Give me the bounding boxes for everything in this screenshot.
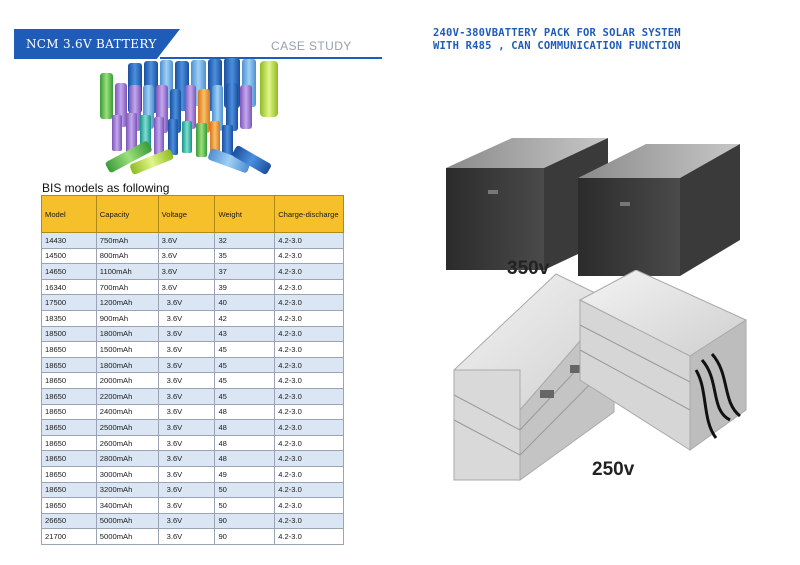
table-row bbox=[42, 435, 344, 451]
cell-weight: 50 bbox=[215, 482, 275, 498]
table-row bbox=[42, 498, 344, 514]
cell-voltage: 3.6V bbox=[158, 420, 215, 436]
bis-models-table bbox=[41, 195, 344, 545]
cell-weight: 42 bbox=[215, 310, 275, 326]
cell-weight: 45 bbox=[215, 357, 275, 373]
cell-voltage: 3.6V bbox=[158, 451, 215, 467]
cell-model: 18650 bbox=[42, 482, 97, 498]
cell-weight: 50 bbox=[215, 498, 275, 514]
ribbon-label: NCM 3.6V BATTERY bbox=[26, 37, 157, 51]
cell-model: 18650 bbox=[42, 420, 97, 436]
cell-weight: 37 bbox=[215, 264, 275, 280]
cell-model: 18650 bbox=[42, 404, 97, 420]
cell-charge-discharge: 4.2-3.0 bbox=[275, 373, 344, 389]
cell-weight: 48 bbox=[215, 451, 275, 467]
cell-charge-discharge: 4.2-3.0 bbox=[275, 529, 344, 545]
cell-weight: 48 bbox=[215, 435, 275, 451]
cell-capacity: 1500mAh bbox=[96, 342, 158, 358]
cell-model: 18500 bbox=[42, 326, 97, 342]
header-charge-discharge: Charge-discharge bbox=[275, 196, 344, 233]
header-weight: Weight bbox=[215, 196, 275, 233]
cell-voltage: 3.6V bbox=[158, 373, 215, 389]
cell-charge-discharge: 4.2-3.0 bbox=[275, 388, 344, 404]
cell-model: 18650 bbox=[42, 498, 97, 514]
table-row bbox=[42, 451, 344, 467]
cell-weight: 90 bbox=[215, 513, 275, 529]
cell-voltage: 3.6V bbox=[158, 279, 215, 295]
cell-voltage: 3.6V bbox=[158, 466, 215, 482]
table-row bbox=[42, 404, 344, 420]
cell-voltage: 3.6V bbox=[158, 326, 215, 342]
cell-voltage: 3.6V bbox=[158, 357, 215, 373]
title-line-2: WITH R485 , CAN COMMUNICATION FUNCTION bbox=[433, 40, 681, 52]
cell-voltage: 3.6V bbox=[158, 233, 215, 249]
table-row bbox=[42, 529, 344, 545]
table-row bbox=[42, 373, 344, 389]
cell-capacity: 1800mAh bbox=[96, 326, 158, 342]
cell-capacity: 700mAh bbox=[96, 279, 158, 295]
cell-capacity: 2500mAh bbox=[96, 420, 158, 436]
label-350v: 350v bbox=[507, 258, 550, 279]
cell-charge-discharge: 4.2-3.0 bbox=[275, 404, 344, 420]
cell-capacity: 900mAh bbox=[96, 310, 158, 326]
cell-capacity: 2000mAh bbox=[96, 373, 158, 389]
cell-capacity: 1100mAh bbox=[96, 264, 158, 280]
cell-charge-discharge: 4.2-3.0 bbox=[275, 451, 344, 467]
header-voltage: Voltage bbox=[158, 196, 215, 233]
cell-model: 14430 bbox=[42, 233, 97, 249]
cell-voltage: 3.6V bbox=[158, 529, 215, 545]
cell-capacity: 1800mAh bbox=[96, 357, 158, 373]
cell-charge-discharge: 4.2-3.0 bbox=[275, 248, 344, 264]
cell-model: 18650 bbox=[42, 435, 97, 451]
cell-voltage: 3.6V bbox=[158, 513, 215, 529]
cell-model: 18650 bbox=[42, 342, 97, 358]
bis-models-title: BIS models as following bbox=[42, 181, 170, 195]
solar-pack-title bbox=[433, 27, 753, 53]
cell-weight: 45 bbox=[215, 388, 275, 404]
table-row bbox=[42, 420, 344, 436]
table-header-row bbox=[42, 196, 344, 233]
cell-model: 18650 bbox=[42, 388, 97, 404]
cell-charge-discharge: 4.2-3.0 bbox=[275, 310, 344, 326]
table-row bbox=[42, 295, 344, 311]
cell-capacity: 3000mAh bbox=[96, 466, 158, 482]
cell-voltage: 3.6V bbox=[158, 404, 215, 420]
cell-charge-discharge: 4.2-3.0 bbox=[275, 342, 344, 358]
label-250v: 250v bbox=[592, 459, 635, 480]
cell-model: 26650 bbox=[42, 513, 97, 529]
cell-capacity: 750mAh bbox=[96, 233, 158, 249]
cell-voltage: 3.6V bbox=[158, 388, 215, 404]
cell-voltage: 3.6V bbox=[158, 264, 215, 280]
table-row bbox=[42, 388, 344, 404]
cell-weight: 48 bbox=[215, 404, 275, 420]
cell-model: 17500 bbox=[42, 295, 97, 311]
cell-weight: 43 bbox=[215, 326, 275, 342]
cell-voltage: 3.6V bbox=[158, 248, 215, 264]
cell-charge-discharge: 4.2-3.0 bbox=[275, 295, 344, 311]
cell-weight: 32 bbox=[215, 233, 275, 249]
cell-charge-discharge: 4.2-3.0 bbox=[275, 466, 344, 482]
cell-voltage: 3.6V bbox=[158, 310, 215, 326]
cell-charge-discharge: 4.2-3.0 bbox=[275, 513, 344, 529]
cell-weight: 45 bbox=[215, 342, 275, 358]
cell-charge-discharge: 4.2-3.0 bbox=[275, 498, 344, 514]
case-study-label: CASE STUDY bbox=[271, 39, 352, 53]
cell-weight: 39 bbox=[215, 279, 275, 295]
cell-charge-discharge: 4.2-3.0 bbox=[275, 233, 344, 249]
cell-charge-discharge: 4.2-3.0 bbox=[275, 435, 344, 451]
cell-model: 18650 bbox=[42, 373, 97, 389]
cell-charge-discharge: 4.2-3.0 bbox=[275, 326, 344, 342]
cell-capacity: 2800mAh bbox=[96, 451, 158, 467]
cell-charge-discharge: 4.2-3.0 bbox=[275, 482, 344, 498]
table-row bbox=[42, 466, 344, 482]
cell-weight: 45 bbox=[215, 373, 275, 389]
cell-model: 18650 bbox=[42, 466, 97, 482]
table-row bbox=[42, 326, 344, 342]
table-row bbox=[42, 248, 344, 264]
cell-weight: 48 bbox=[215, 420, 275, 436]
battery-cells-image bbox=[90, 55, 290, 180]
cell-model: 21700 bbox=[42, 529, 97, 545]
table-row bbox=[42, 357, 344, 373]
cell-model: 18650 bbox=[42, 451, 97, 467]
cell-capacity: 3200mAh bbox=[96, 482, 158, 498]
cell-charge-discharge: 4.2-3.0 bbox=[275, 357, 344, 373]
table-row bbox=[42, 279, 344, 295]
cell-weight: 90 bbox=[215, 529, 275, 545]
table-row bbox=[42, 264, 344, 280]
cell-weight: 49 bbox=[215, 466, 275, 482]
cell-charge-discharge: 4.2-3.0 bbox=[275, 420, 344, 436]
cell-capacity: 2400mAh bbox=[96, 404, 158, 420]
header-model: Model bbox=[42, 196, 97, 233]
cell-capacity: 1200mAh bbox=[96, 295, 158, 311]
cell-voltage: 3.6V bbox=[158, 342, 215, 358]
table-row bbox=[42, 342, 344, 358]
cell-model: 16340 bbox=[42, 279, 97, 295]
table-row bbox=[42, 513, 344, 529]
battery-boxes-350v-image bbox=[440, 130, 740, 280]
cell-capacity: 3400mAh bbox=[96, 498, 158, 514]
cell-voltage: 3.6V bbox=[158, 482, 215, 498]
cell-charge-discharge: 4.2-3.0 bbox=[275, 264, 344, 280]
cell-weight: 35 bbox=[215, 248, 275, 264]
cell-model: 14650 bbox=[42, 264, 97, 280]
header-capacity: Capacity bbox=[96, 196, 158, 233]
cell-charge-discharge: 4.2-3.0 bbox=[275, 279, 344, 295]
cell-voltage: 3.6V bbox=[158, 435, 215, 451]
cell-capacity: 2200mAh bbox=[96, 388, 158, 404]
table-row bbox=[42, 233, 344, 249]
cell-capacity: 2600mAh bbox=[96, 435, 158, 451]
cell-capacity: 800mAh bbox=[96, 248, 158, 264]
cell-voltage: 3.6V bbox=[158, 295, 215, 311]
table-body bbox=[42, 233, 344, 545]
cell-capacity: 5000mAh bbox=[96, 513, 158, 529]
table-row bbox=[42, 482, 344, 498]
cell-weight: 40 bbox=[215, 295, 275, 311]
cell-model: 18650 bbox=[42, 357, 97, 373]
cell-model: 14500 bbox=[42, 248, 97, 264]
cell-model: 18350 bbox=[42, 310, 97, 326]
cell-voltage: 3.6V bbox=[158, 498, 215, 514]
title-line-1: 240V-380VBATTERY PACK FOR SOLAR SYSTEM bbox=[433, 27, 681, 39]
cell-capacity: 5000mAh bbox=[96, 529, 158, 545]
table-row bbox=[42, 310, 344, 326]
